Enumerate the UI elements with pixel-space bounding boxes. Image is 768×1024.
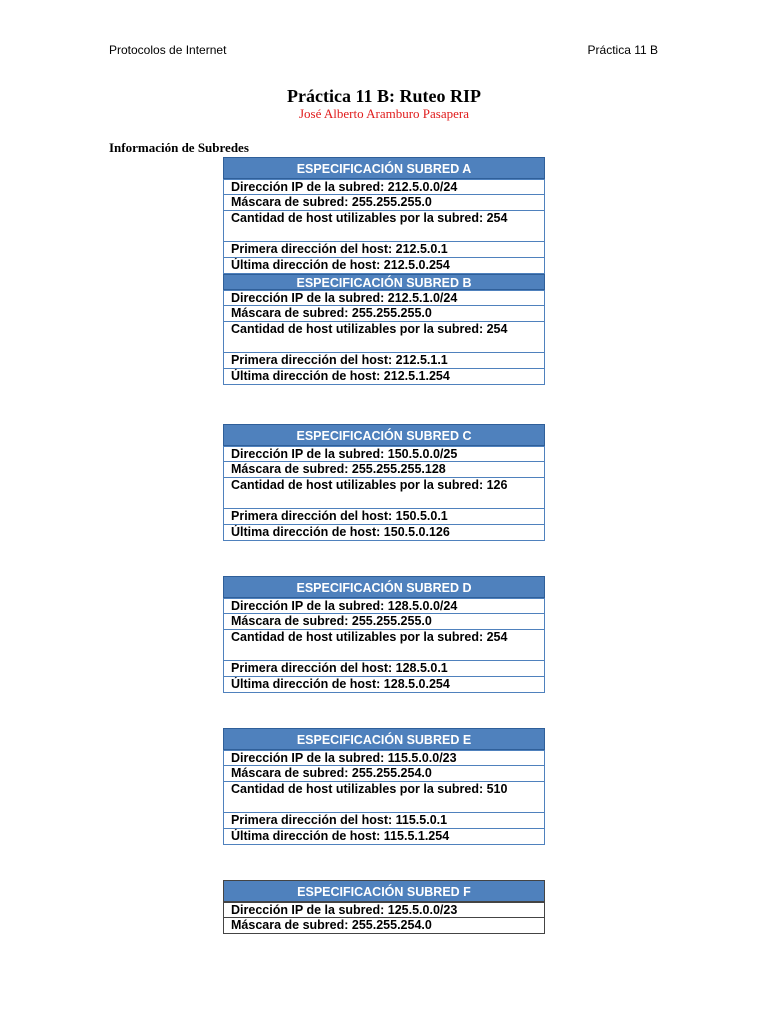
subnet-a-ip: Dirección IP de la subred: 212.5.0.0/24 xyxy=(223,179,545,195)
subnet-c-mask: Máscara de subred: 255.255.255.128 xyxy=(223,462,545,478)
subnet-d-ip: Dirección IP de la subred: 128.5.0.0/24 xyxy=(223,598,545,614)
subnet-c-first-host: Primera dirección del host: 150.5.0.1 xyxy=(223,509,545,525)
subnet-e-heading: ESPECIFICACIÓN SUBRED E xyxy=(223,728,545,750)
subnet-f-mask: Máscara de subred: 255.255.254.0 xyxy=(223,918,545,934)
header-practice: Práctica 11 B xyxy=(587,43,658,57)
subnet-f-heading: ESPECIFICACIÓN SUBRED F xyxy=(223,880,545,902)
section-heading: Información de Subredes xyxy=(109,140,249,155)
subnet-table-d xyxy=(223,576,545,693)
header-course: Protocolos de Internet xyxy=(109,43,227,57)
subnet-e-ip: Dirección IP de la subred: 115.5.0.0/23 xyxy=(223,750,545,766)
subnet-d-hosts: Cantidad de host utilizables por la subred: 254 xyxy=(223,630,545,661)
subnet-b-ip: Dirección IP de la subred: 212.5.1.0/24 xyxy=(223,290,545,306)
subnet-a-hosts: Cantidad de host utilizables por la subred: 254 xyxy=(223,211,545,242)
subnet-a-heading: ESPECIFICACIÓN SUBRED A xyxy=(223,157,545,179)
subnet-d-last-host: Última dirección de host: 128.5.0.254 xyxy=(223,677,545,693)
subnet-e-hosts: Cantidad de host utilizables por la subred: 510 xyxy=(223,782,545,813)
subnet-table-f xyxy=(223,880,545,934)
subnet-b-mask: Máscara de subred: 255.255.255.0 xyxy=(223,306,545,322)
subnet-table-a-b xyxy=(223,157,545,385)
subnet-a-first-host: Primera dirección del host: 212.5.0.1 xyxy=(223,242,545,258)
subnet-d-heading: ESPECIFICACIÓN SUBRED D xyxy=(223,576,545,598)
subnet-e-mask: Máscara de subred: 255.255.254.0 xyxy=(223,766,545,782)
subnet-c-heading: ESPECIFICACIÓN SUBRED C xyxy=(223,424,545,446)
subnet-b-hosts: Cantidad de host utilizables por la subred: 254 xyxy=(223,322,545,353)
subnet-table-c xyxy=(223,424,545,541)
subnet-table-e xyxy=(223,728,545,845)
subnet-d-mask: Máscara de subred: 255.255.255.0 xyxy=(223,614,545,630)
subnet-a-last-host: Última dirección de host: 212.5.0.254 xyxy=(223,258,545,274)
subnet-c-hosts: Cantidad de host utilizables por la subred: 126 xyxy=(223,478,545,509)
subnet-b-heading: ESPECIFICACIÓN SUBRED B xyxy=(223,274,545,290)
subnet-c-ip: Dirección IP de la subred: 150.5.0.0/25 xyxy=(223,446,545,462)
subnet-c-last-host: Última dirección de host: 150.5.0.126 xyxy=(223,525,545,541)
author-name: José Alberto Aramburo Pasapera xyxy=(298,106,470,121)
subnet-b-first-host: Primera dirección del host: 212.5.1.1 xyxy=(223,353,545,369)
subnet-b-last-host: Última dirección de host: 212.5.1.254 xyxy=(223,369,545,385)
subnet-e-last-host: Última dirección de host: 115.5.1.254 xyxy=(223,829,545,845)
subnet-e-first-host: Primera dirección del host: 115.5.0.1 xyxy=(223,813,545,829)
subnet-d-first-host: Primera dirección del host: 128.5.0.1 xyxy=(223,661,545,677)
page-title: Práctica 11 B: Ruteo RIP xyxy=(287,86,481,106)
subnet-f-ip: Dirección IP de la subred: 125.5.0.0/23 xyxy=(223,902,545,918)
subnet-a-mask: Máscara de subred: 255.255.255.0 xyxy=(223,195,545,211)
